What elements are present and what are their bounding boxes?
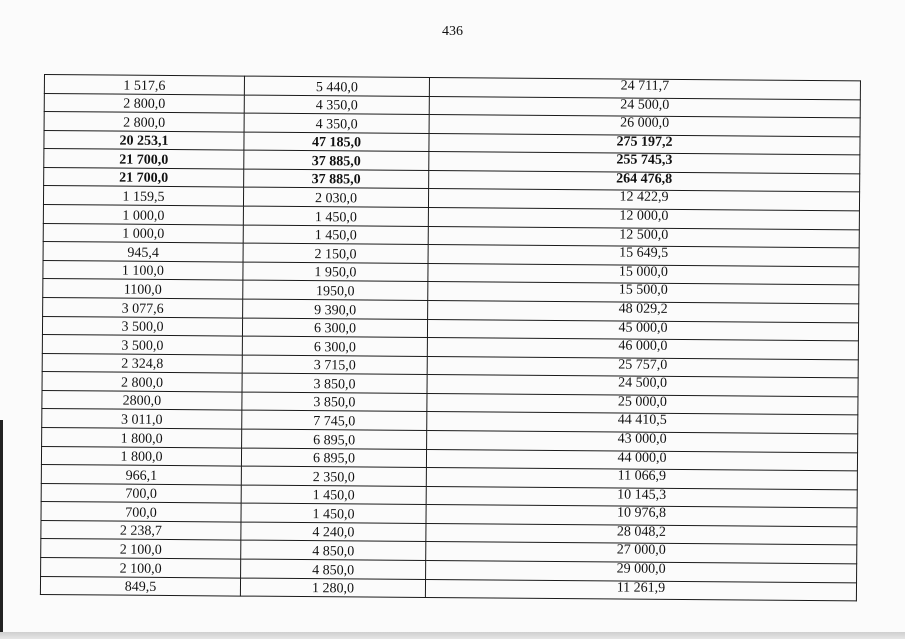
table-cell-col2: 2 150,0 — [243, 243, 428, 263]
table-cell-col1: 2 324,8 — [42, 353, 242, 373]
table-cell-col2: 47 185,0 — [244, 132, 429, 152]
table-cell-col1: 1 517,6 — [44, 75, 244, 95]
table-cell-col3: 12 500,0 — [428, 226, 859, 248]
table-cell-col3: 264 476,8 — [429, 170, 860, 192]
table-cell-col3: 24 500,0 — [429, 96, 860, 118]
table-cell-col3: 255 745,3 — [429, 152, 860, 174]
table-cell-col1: 1 159,5 — [43, 186, 243, 206]
table-cell-col3: 45 000,0 — [427, 319, 858, 341]
table-cell-col1: 2 800,0 — [44, 112, 244, 132]
table-cell-col2: 4 350,0 — [244, 95, 429, 115]
table-cell-col1: 700,0 — [41, 502, 241, 522]
table-cell-col1: 2 800,0 — [44, 93, 244, 113]
table-cell-col2: 37 885,0 — [244, 150, 429, 170]
table-cell-col2: 4 850,0 — [241, 541, 426, 561]
scan-edge-mark — [0, 420, 3, 639]
table-body — [40, 75, 860, 602]
scan-bottom-edge — [0, 632, 905, 639]
table-cell-col2: 2 030,0 — [243, 188, 428, 208]
table-cell-col1: 2 800,0 — [42, 372, 242, 392]
table-cell-col3: 11 066,9 — [426, 468, 857, 490]
table-cell-col1: 20 253,1 — [44, 130, 244, 150]
table-cell-col1: 945,4 — [43, 242, 243, 262]
table-cell-col3: 24 500,0 — [427, 375, 858, 397]
table-cell-col2: 1 450,0 — [241, 503, 426, 523]
table-cell-col3: 48 029,2 — [428, 300, 859, 322]
table-cell-col3: 29 000,0 — [426, 561, 857, 583]
table-cell-col3: 275 197,2 — [429, 133, 860, 155]
table-cell-col2: 3 715,0 — [242, 355, 427, 375]
table-cell-col3: 46 000,0 — [427, 338, 858, 360]
table-cell-col3: 26 000,0 — [429, 115, 860, 137]
table-cell-col1: 1100,0 — [43, 279, 243, 299]
table-cell-col1: 2 100,0 — [41, 539, 241, 559]
table-cell-col1: 3 011,0 — [42, 409, 242, 429]
table-cell-col1: 700,0 — [41, 483, 241, 503]
table-cell-col2: 6 300,0 — [242, 336, 427, 356]
table-cell-col3: 43 000,0 — [427, 431, 858, 453]
table-cell-col1: 1 800,0 — [42, 427, 242, 447]
table-cell-col2: 4 240,0 — [241, 522, 426, 542]
table-cell-col1: 2 238,7 — [41, 520, 241, 540]
table-cell-col3: 24 711,7 — [429, 78, 860, 100]
table-cell-col3: 44 410,5 — [427, 412, 858, 434]
data-table — [40, 74, 861, 602]
table-cell-col3: 15 649,5 — [428, 245, 859, 267]
table-cell-col1: 966,1 — [41, 465, 241, 485]
table-cell-col3: 15 500,0 — [428, 282, 859, 304]
table-container — [40, 74, 860, 597]
table-cell-col2: 1 450,0 — [243, 225, 428, 245]
page-number: 436 — [442, 24, 463, 39]
table-cell-col2: 5 440,0 — [244, 76, 429, 96]
table-cell-col2: 6 300,0 — [242, 318, 427, 338]
table-cell-col1: 1 100,0 — [43, 260, 243, 280]
table-cell-col1: 1 000,0 — [43, 205, 243, 225]
table-cell-col2: 9 390,0 — [243, 299, 428, 319]
table-cell-col1: 2800,0 — [42, 390, 242, 410]
table-cell-col2: 6 895,0 — [241, 448, 426, 468]
table-cell-col2: 4 350,0 — [244, 113, 429, 133]
table-cell-col2: 1 450,0 — [243, 206, 428, 226]
table-cell-col2: 6 895,0 — [242, 429, 427, 449]
table-cell-col2: 1 450,0 — [241, 485, 426, 505]
table-cell-col3: 11 261,9 — [425, 579, 856, 601]
table-cell-col1: 21 700,0 — [44, 167, 244, 187]
table-cell-col2: 7 745,0 — [242, 410, 427, 430]
table-cell-col1: 3 500,0 — [42, 316, 242, 336]
table-cell-col1: 3 077,6 — [43, 297, 243, 317]
table-cell-col3: 44 000,0 — [426, 449, 857, 471]
table-cell-col1: 21 700,0 — [44, 149, 244, 169]
table-cell-col2: 1 950,0 — [243, 262, 428, 282]
table-cell-col1: 1 800,0 — [41, 446, 241, 466]
table-cell-col1: 849,5 — [40, 576, 240, 596]
table-cell-col1: 2 100,0 — [41, 558, 241, 578]
table-cell-col1: 1 000,0 — [43, 223, 243, 243]
table-cell-col3: 25 000,0 — [427, 393, 858, 415]
table-cell-col2: 3 850,0 — [242, 373, 427, 393]
table-cell-col3: 10 145,3 — [426, 486, 857, 508]
table-cell-col3: 10 976,8 — [426, 505, 857, 527]
table-cell-col3: 28 048,2 — [426, 523, 857, 545]
table-cell-col3: 27 000,0 — [426, 542, 857, 564]
table-cell-col2: 2 350,0 — [241, 466, 426, 486]
table-cell-col3: 12 422,9 — [428, 189, 859, 211]
table-cell-col3: 15 000,0 — [428, 263, 859, 285]
table-cell-col2: 1 280,0 — [240, 578, 425, 598]
table-cell-col3: 12 000,0 — [428, 208, 859, 230]
table-cell-col2: 3 850,0 — [242, 392, 427, 412]
table-cell-col2: 4 850,0 — [241, 559, 426, 579]
table-cell-col3: 25 757,0 — [427, 356, 858, 378]
table-cell-col1: 3 500,0 — [42, 335, 242, 355]
table-cell-col2: 37 885,0 — [244, 169, 429, 189]
table-cell-col2: 1950,0 — [243, 280, 428, 300]
